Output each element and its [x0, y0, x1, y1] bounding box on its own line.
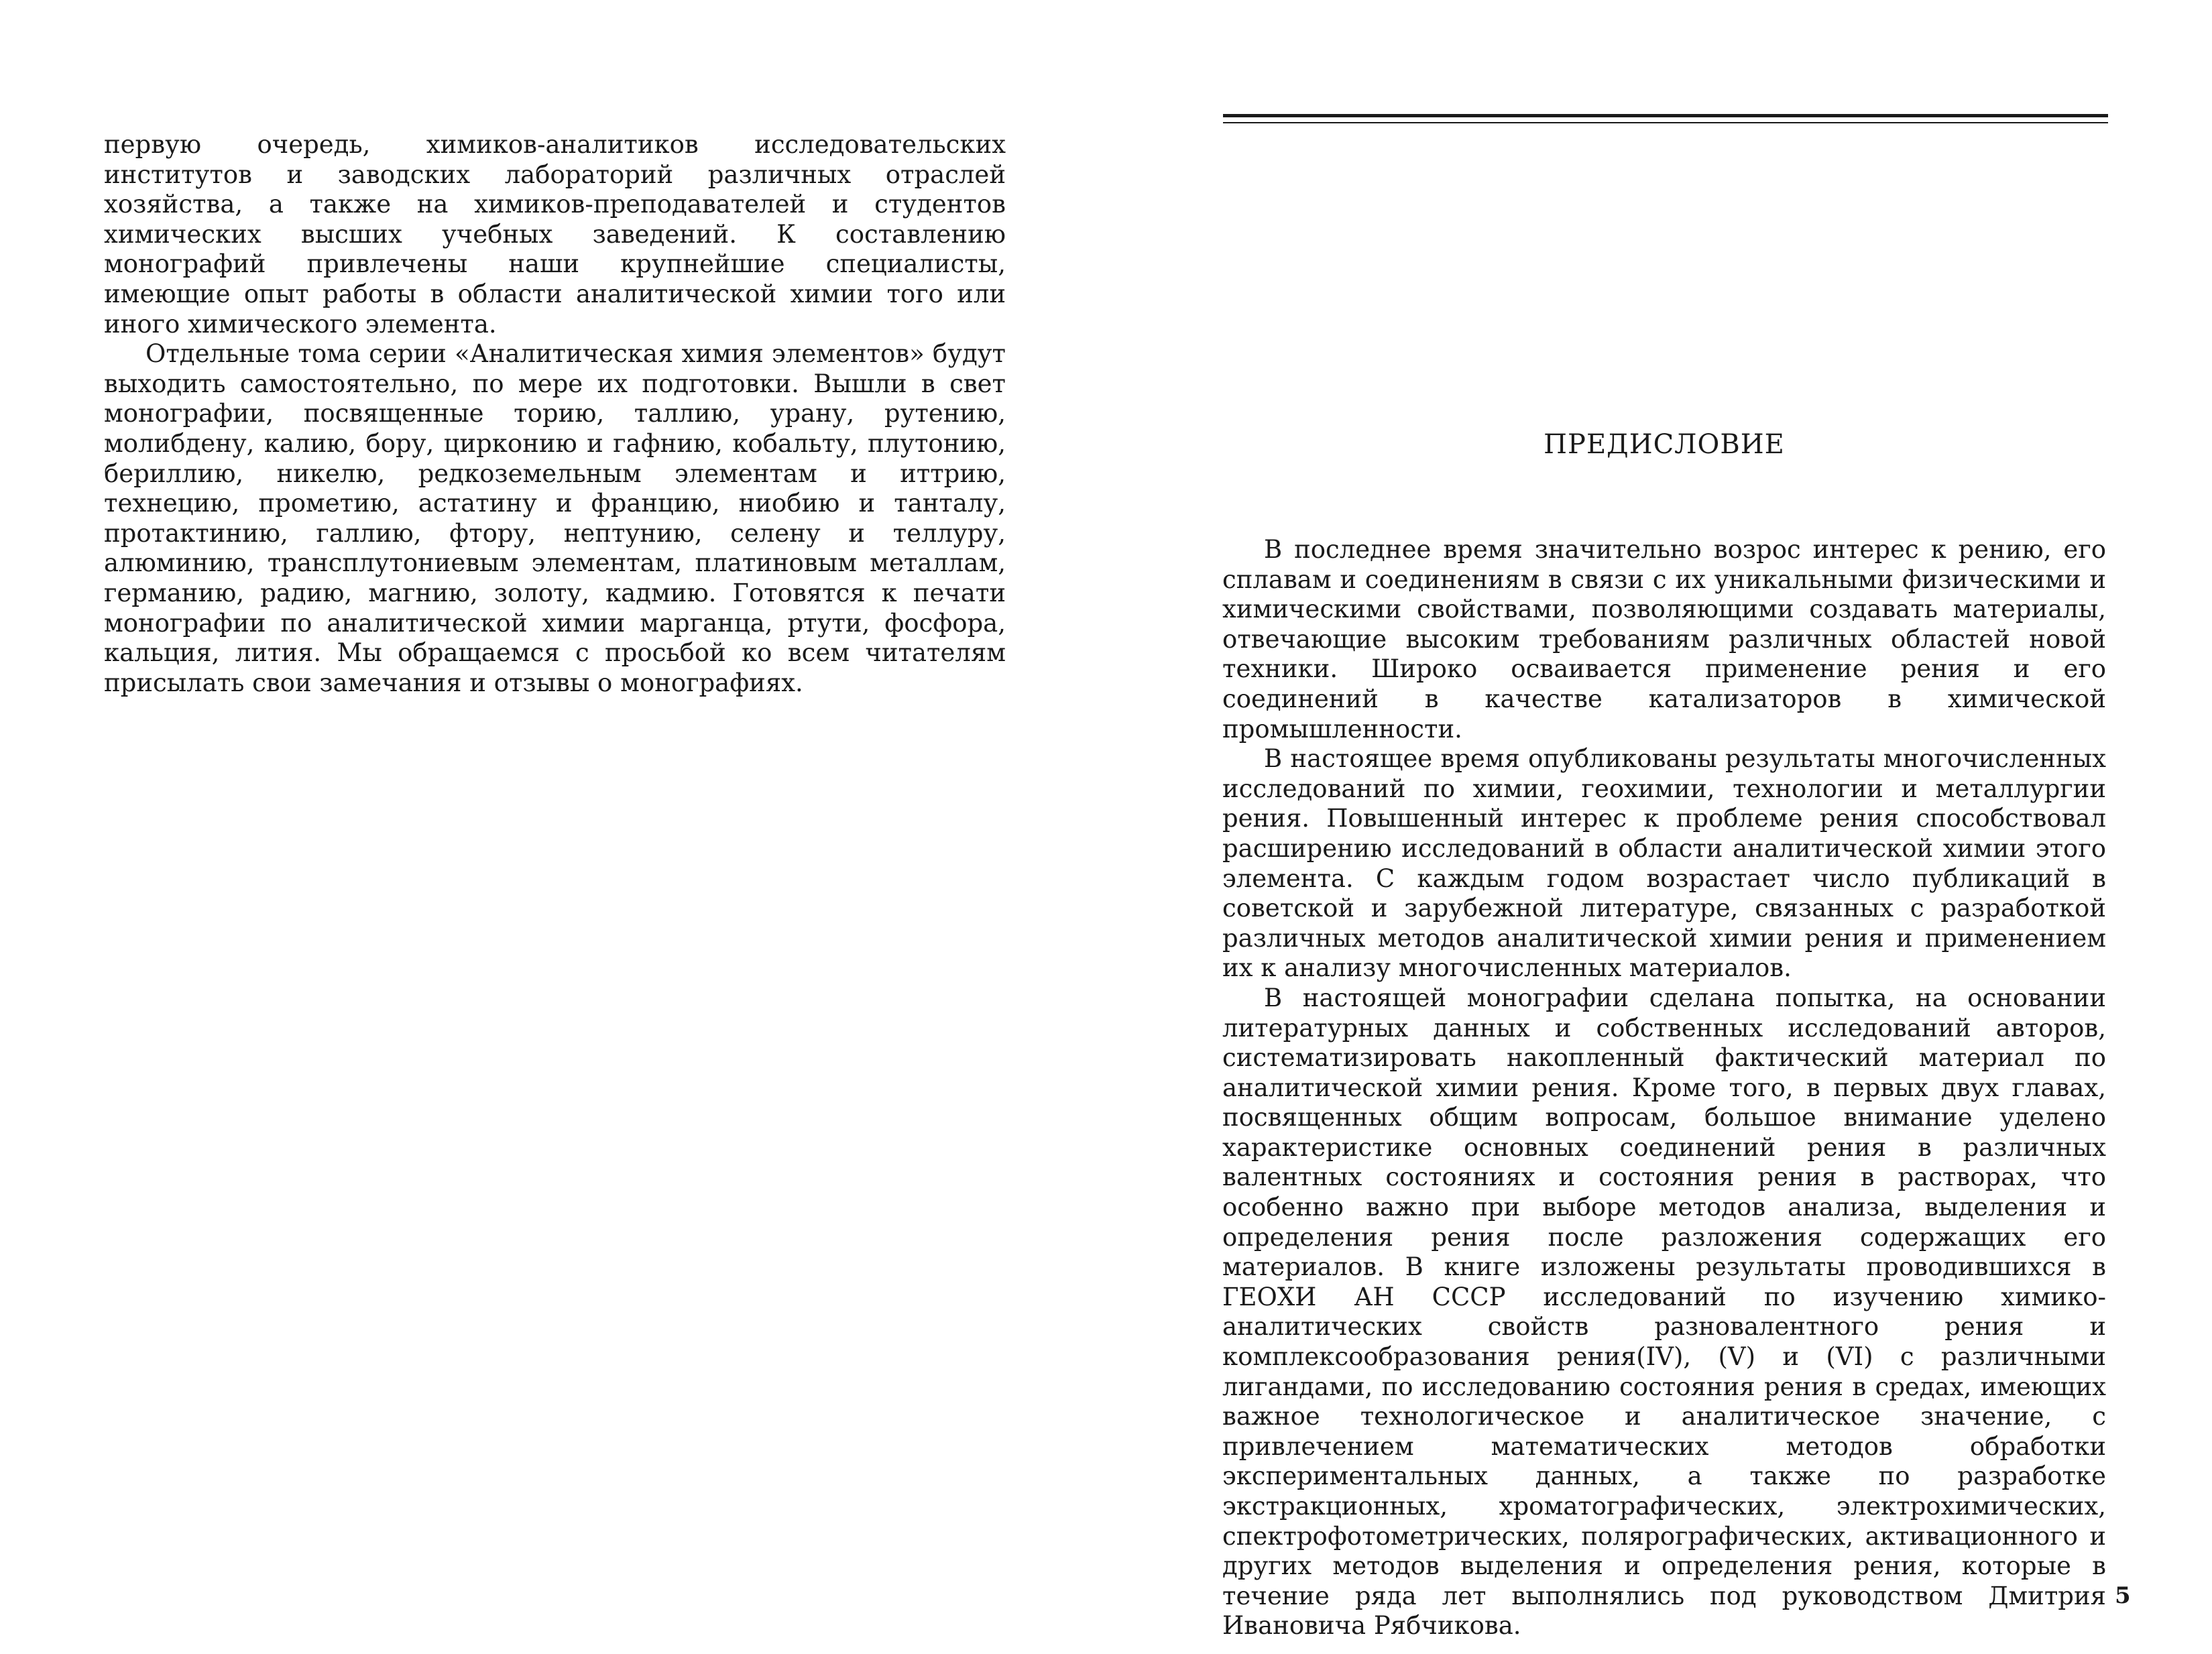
header-rule-thick: [1223, 114, 2108, 117]
left-page-text: [104, 130, 1006, 698]
header-rule-thin: [1223, 122, 2108, 123]
right-page: [1106, 0, 2212, 1654]
paragraph: В настоящее время опубликованы результаты многочисленных исследований по химии, геохимии, технологии и металлургии рения. Повышенный интерес к проблеме рения способствовал расширению исследований в области аналитической химии этого элемента. С каждым годом возрастает число публикаций в советской и зарубежной литературе, связанных с разработкой различных методов аналитической химии рения и применением их к анализу многочисленных материалов.: [1222, 744, 2106, 983]
paragraph: первую очередь, химиков-аналитиков исследовательских институтов и заводских лабораторий различных отраслей хозяйства, а также на химиков-преподавателей и студентов химических высших учебных заведений. К составлению монографий привлечены наши крупнейшие специалисты, имеющие опыт работы в области аналитической химии того или иного химического элемента.: [104, 130, 1006, 339]
paragraph: В настоящей монографии сделана попытка, на основании литературных данных и собственных исследований авторов, систематизировать накопленный фактический материал по аналитической химии рения. Кроме того, в первых двух главах, посвященных общим вопросам, большое внимание уделено характеристике основных соединений рения в различных валентных состояниях и состояния рения в растворах, что особенно важно при выборе методов анализа, выделения и определения рения после разложения содержащих его материалов. В книге изложены результаты проводившихся в ГЕОХИ АН СССР исследований по изучению химико-аналитических свойств разновалентного рения и комплексообразования рения(IV), (V) и (VI) с различными лигандами, по исследованию состояния рения в средах, имеющих важное технологическое и аналитическое значение, с привлечением математических методов обработки экспериментальных данных, а также по разработке экстракционных, хроматографических, электрохимических, спектрофотометрических, полярографических, активационного и других методов выделения и определения рения, которые в течение ряда лет выполнялись под руководством Дмитрия Ивановича Рябчикова.: [1222, 983, 2106, 1641]
right-page-text: [1222, 535, 2106, 1641]
page-title: ПРЕДИСЛОВИЕ: [1544, 429, 1785, 460]
paragraph: Отдельные тома серии «Аналитическая химия элементов» будут выходить самостоятельно, по мере их подготовки. Вышли в свет монографии, посвященные торию, таллию, урану, рутению, молибдену, калию, бору, цирконию и гафнию, кобальту, плутонию, бериллию, никелю, редкоземельным элементам и иттрию, технецию, прометию, астатину и францию, ниобию и танталу, протактинию, галлию, фтору, нептунию, селену и теллуру, алюминию, трансплутониевым элементам, платиновым металлам, германию, радию, магнию, золоту, кадмию. Готовятся к печати монографии по аналитической химии марганца, ртути, фосфора, кальция, лития. Мы обращаемся с просьбой ко всем читателям присылать свои замечания и отзывы о монографиях.: [104, 339, 1006, 697]
page-number: 5: [2115, 1582, 2131, 1609]
paragraph: В последнее время значительно возрос интерес к рению, его сплавам и соединениям в связи с их уникальными физическими и химическими свойствами, позволяющими создавать материалы, отвечающие высоким требованиям различных областей новой техники. Широко осваивается применение рения и его соединений в качестве катализаторов в химической промышленности.: [1222, 535, 2106, 744]
